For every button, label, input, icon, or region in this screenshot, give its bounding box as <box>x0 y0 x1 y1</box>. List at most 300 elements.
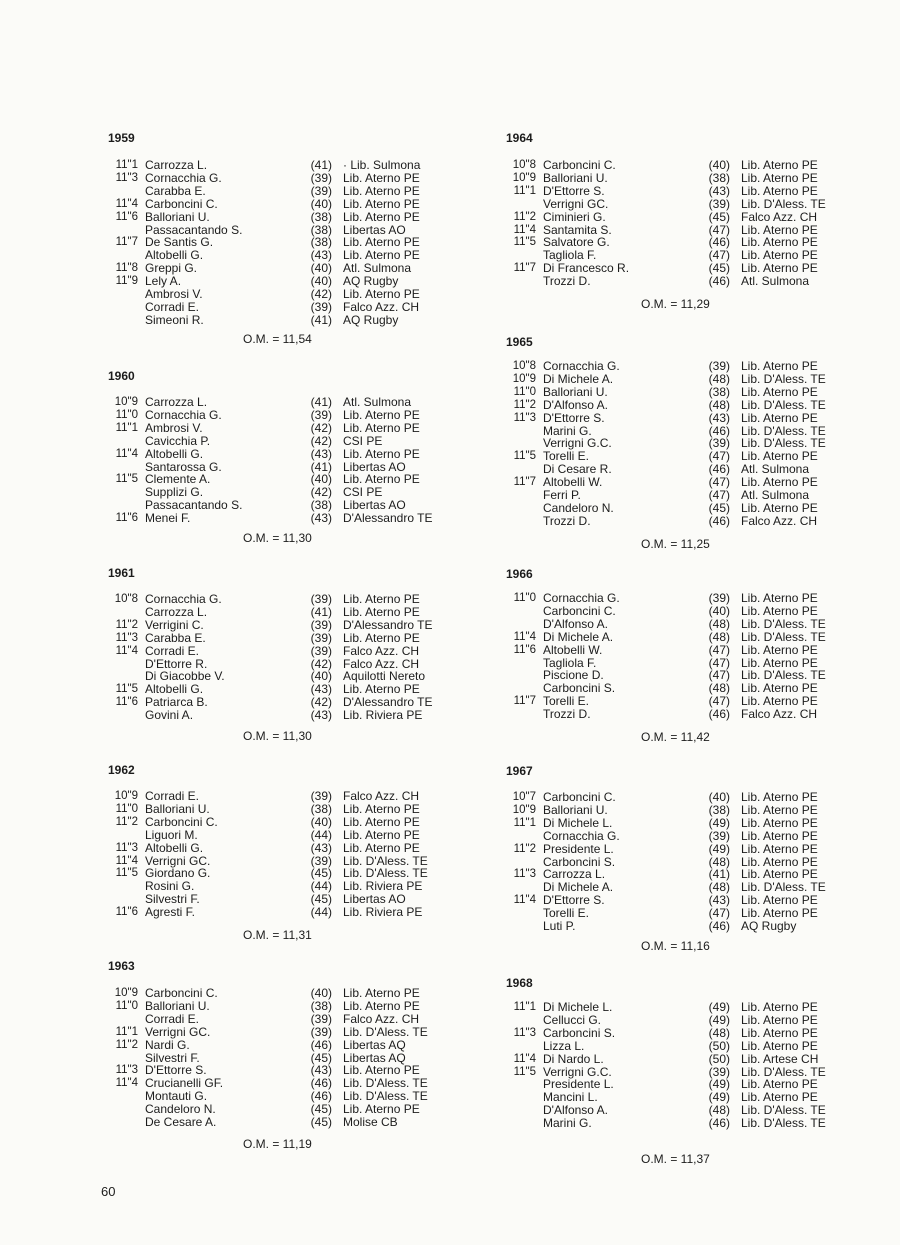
athlete-name: Patriarca B. <box>145 695 208 710</box>
club-name: Lib. Aterno PE <box>741 261 818 276</box>
birth-year: (46) <box>708 235 730 250</box>
athlete-name: Luti P. <box>543 919 576 933</box>
result-row <box>108 211 438 224</box>
club-name: Lib. Aterno PE <box>741 828 818 843</box>
birth-year: (39) <box>310 617 332 632</box>
birth-year: (40) <box>310 274 332 289</box>
birth-year: (43) <box>310 446 332 461</box>
athlete-name: Altobelli G. <box>145 682 204 697</box>
time-cell: 11"3 <box>513 868 536 881</box>
result-row <box>108 606 438 619</box>
club-name: Lib. Aterno PE <box>741 1090 818 1105</box>
athlete-name: Silvestri F. <box>145 892 200 907</box>
time-cell: 10"9 <box>512 372 536 385</box>
birth-year: (39) <box>708 591 730 605</box>
result-row <box>108 1116 438 1129</box>
time-cell: 11"2 <box>115 815 138 828</box>
club-name: Libertas AQ <box>343 1037 406 1052</box>
birth-year: (38) <box>310 998 332 1013</box>
birth-year: (44) <box>310 905 332 920</box>
athlete-name: Cornacchia G. <box>543 828 620 843</box>
athlete-name: Ambrosi V. <box>145 287 203 301</box>
time-cell: 11"2 <box>513 398 536 411</box>
time-cell: 11"5 <box>513 450 536 463</box>
athlete-name: Silvestri F. <box>145 1050 200 1065</box>
time-cell: 11"4 <box>115 447 138 460</box>
result-row <box>506 399 836 412</box>
birth-year: (39) <box>310 643 332 658</box>
club-name: Lib. D'Aless. TE <box>343 853 428 868</box>
birth-year: (41) <box>310 395 332 409</box>
club-name: D'Alessandro TE <box>343 617 433 632</box>
athlete-name: Carboncini C. <box>145 814 218 829</box>
average-line: O.M. = 11,42 <box>641 730 710 744</box>
average-line: O.M. = 11,37 <box>641 1152 710 1166</box>
athlete-name: Torelli E. <box>543 449 590 464</box>
athlete-name: Marini G. <box>543 1116 592 1131</box>
birth-year: (41) <box>310 158 332 172</box>
birth-year: (39) <box>708 436 730 451</box>
club-name: Lib. Aterno PE <box>741 694 818 709</box>
result-row <box>506 211 836 224</box>
club-name: Lib. Aterno PE <box>741 655 818 670</box>
athlete-name: D'Alfonso A. <box>543 1103 608 1118</box>
birth-year: (43) <box>310 248 332 263</box>
athlete-name: Salvatore G. <box>543 235 610 250</box>
athlete-name: Carrozza L. <box>145 604 208 619</box>
birth-year: (48) <box>708 397 730 412</box>
athlete-name: Tagliola F. <box>543 248 597 263</box>
time-cell: 11"6 <box>115 512 138 525</box>
athlete-name: Corradi E. <box>145 299 200 314</box>
club-name: Lib. Aterno PE <box>343 209 420 224</box>
year-heading: 1964 <box>506 131 533 145</box>
club-name: Lib. Aterno PE <box>343 604 420 619</box>
club-name: Atl. Sulmona <box>343 395 412 409</box>
time-cell: 11"3 <box>513 1026 536 1039</box>
time-cell: 11"4 <box>513 630 536 643</box>
birth-year: (49) <box>708 841 730 856</box>
club-name: Lib. D'Aless. TE <box>741 1116 826 1131</box>
result-row <box>506 1014 836 1027</box>
athlete-name: Carboncini S. <box>543 854 616 869</box>
time-cell: 11"4 <box>115 1077 138 1090</box>
club-name: Lib. Aterno PE <box>741 815 818 830</box>
club-name: Lib. Aterno PE <box>741 681 818 696</box>
athlete-name: Altobelli W. <box>543 475 603 490</box>
birth-year: (43) <box>708 183 730 198</box>
birth-year: (39) <box>708 828 730 843</box>
result-row <box>506 275 836 288</box>
athlete-name: Trozzi D. <box>543 707 591 722</box>
club-name: D'Alessandro TE <box>343 695 433 710</box>
birth-year: (46) <box>310 1076 332 1091</box>
athlete-name: Corradi E. <box>145 643 200 658</box>
result-row <box>108 198 438 211</box>
club-name: Lib. Aterno PE <box>343 814 420 829</box>
athlete-name: Balloriani U. <box>543 802 608 817</box>
birth-year: (39) <box>310 853 332 868</box>
club-name: Lib. Aterno PE <box>741 893 818 908</box>
result-row <box>506 817 836 830</box>
club-name: Lib. D'Aless. TE <box>741 436 826 451</box>
result-row <box>108 172 438 185</box>
birth-year: (38) <box>708 170 730 185</box>
club-name: Lib. D'Aless. TE <box>741 629 826 644</box>
birth-year: (48) <box>708 629 730 644</box>
club-name: Lib. Aterno PE <box>741 642 818 657</box>
time-cell: 11"9 <box>115 275 138 288</box>
club-name: Lib. Aterno PE <box>741 248 818 263</box>
birth-year: (38) <box>310 235 332 250</box>
club-name: Libertas AO <box>343 498 406 513</box>
club-name: Lib. Aterno PE <box>343 1102 420 1117</box>
birth-year: (49) <box>708 815 730 830</box>
club-name: Lib. Aterno PE <box>741 790 818 804</box>
athlete-name: Cornacchia G. <box>145 407 222 422</box>
club-name: Lib. Aterno PE <box>343 986 420 1000</box>
birth-year: (48) <box>708 1025 730 1040</box>
athlete-name: Di Michele A. <box>543 629 614 644</box>
club-name: Libertas AQ <box>343 1050 406 1065</box>
athlete-name: Tagliola F. <box>543 655 597 670</box>
club-name: Lib. D'Aless. TE <box>741 397 826 412</box>
result-row <box>108 816 438 829</box>
club-name: Lib. D'Aless. TE <box>741 423 826 438</box>
time-cell: 11"4 <box>513 894 536 907</box>
time-cell: 11"6 <box>115 210 138 223</box>
athlete-name: D'Ettorre S. <box>543 183 605 198</box>
birth-year: (43) <box>310 1063 332 1078</box>
club-name: CSI PE <box>343 485 383 500</box>
club-name: Lib. Aterno PE <box>343 407 420 422</box>
time-cell: 11"4 <box>513 1052 536 1065</box>
athlete-name: Altobelli G. <box>145 840 204 855</box>
result-row <box>108 709 438 722</box>
birth-year: (48) <box>708 616 730 631</box>
athlete-name: Carboncini C. <box>543 158 616 172</box>
club-name: Lib. Aterno PE <box>741 449 818 464</box>
birth-year: (38) <box>310 498 332 513</box>
result-row <box>108 645 438 658</box>
athlete-name: Verrigni G.C. <box>543 436 612 451</box>
time-cell: 11"0 <box>513 592 536 604</box>
birth-year: (46) <box>708 1116 730 1131</box>
athlete-name: Balloriani U. <box>145 801 210 816</box>
club-name: Lib. Aterno PE <box>343 170 420 185</box>
year-heading: 1965 <box>506 335 533 349</box>
result-row <box>506 605 836 618</box>
birth-year: (47) <box>708 694 730 709</box>
time-cell: 11"2 <box>513 842 536 855</box>
time-cell: 11"4 <box>115 644 138 657</box>
club-name: Lib. Aterno PE <box>741 1025 818 1040</box>
result-row <box>506 631 836 644</box>
birth-year: (40) <box>708 603 730 618</box>
club-name: Lib. Aterno PE <box>741 235 818 250</box>
birth-year: (43) <box>310 511 332 526</box>
time-cell: 11"5 <box>513 1065 536 1078</box>
athlete-name: Altobelli G. <box>145 446 204 461</box>
result-row <box>108 448 438 461</box>
birth-year: (39) <box>310 789 332 803</box>
time-cell: 11"2 <box>513 210 536 223</box>
birth-year: (42) <box>310 420 332 435</box>
club-name: Lib. Aterno PE <box>741 906 818 921</box>
birth-year: (49) <box>708 1012 730 1027</box>
time-cell: 11"7 <box>513 262 536 275</box>
birth-year: (38) <box>708 384 730 399</box>
club-name: Lib. Aterno PE <box>343 196 420 211</box>
time-cell: 10"8 <box>114 593 138 605</box>
athlete-name: Candeloro N. <box>145 1102 216 1117</box>
time-cell: 11"2 <box>115 618 138 631</box>
average-line: O.M. = 11,19 <box>243 1137 312 1151</box>
time-cell: 10"9 <box>114 987 138 999</box>
time-cell: 11"7 <box>115 236 138 249</box>
athlete-name: Balloriani U. <box>145 209 210 224</box>
athlete-name: Piscione D. <box>543 668 604 683</box>
club-name: D'Alessandro TE <box>343 511 433 526</box>
club-name: Falco Azz. CH <box>741 209 818 224</box>
time-cell: 10"8 <box>512 159 536 171</box>
birth-year: (49) <box>708 1000 730 1014</box>
time-cell: 11"5 <box>513 236 536 249</box>
birth-year: (47) <box>708 655 730 670</box>
birth-year: (48) <box>708 854 730 869</box>
athlete-name: Carrozza L. <box>543 867 606 882</box>
athlete-name: Greppi G. <box>145 261 198 276</box>
result-row <box>506 920 836 933</box>
club-name: Lib. Aterno PE <box>741 222 818 237</box>
result-row <box>506 804 836 817</box>
year-heading: 1961 <box>108 566 135 580</box>
club-name: Lib. Aterno PE <box>343 248 420 263</box>
club-name: · Lib. Sulmona <box>343 158 421 172</box>
birth-year: (40) <box>310 669 332 684</box>
time-cell: 11"6 <box>115 906 138 919</box>
birth-year: (45) <box>310 1050 332 1065</box>
athlete-name: Passacantando S. <box>145 222 243 237</box>
birth-year: (48) <box>708 1103 730 1118</box>
birth-year: (45) <box>310 1115 332 1129</box>
athlete-name: Liguori M. <box>145 827 198 842</box>
athlete-name: Torelli E. <box>543 906 590 921</box>
athlete-name: Verrigni G.C. <box>543 1064 612 1079</box>
birth-year: (39) <box>708 1064 730 1079</box>
athlete-name: Cornacchia G. <box>543 359 620 373</box>
time-cell: 11"0 <box>115 408 138 421</box>
birth-year: (42) <box>310 656 332 671</box>
club-name: AQ Rugby <box>343 274 399 289</box>
club-name: Lib. Aterno PE <box>741 410 818 425</box>
athlete-name: Lizza L. <box>543 1038 585 1053</box>
club-name: Libertas AO <box>343 459 406 474</box>
result-row <box>108 1039 438 1052</box>
athlete-name: Santarossa G. <box>145 459 222 474</box>
birth-year: (50) <box>708 1038 730 1053</box>
birth-year: (38) <box>310 801 332 816</box>
birth-year: (40) <box>310 472 332 487</box>
birth-year: (45) <box>708 500 730 515</box>
athlete-name: Di Giacobbe V. <box>145 669 225 684</box>
athlete-name: Balloriani U. <box>145 998 210 1013</box>
club-name: Atl. Sulmona <box>343 261 412 276</box>
result-row <box>108 314 438 327</box>
athlete-name: Candeloro N. <box>543 500 614 515</box>
club-name: Lib. Aterno PE <box>741 603 818 618</box>
athlete-name: Cornacchia G. <box>145 592 222 606</box>
athlete-name: Cavicchia P. <box>145 433 211 448</box>
athlete-name: Montauti G. <box>145 1089 208 1104</box>
athlete-name: Verrigni GC. <box>145 1024 211 1039</box>
result-row <box>506 502 836 515</box>
club-name: Lib. D'Aless. TE <box>741 880 826 895</box>
result-row <box>506 1027 836 1040</box>
birth-year: (45) <box>310 892 332 907</box>
athlete-name: De Cesare A. <box>145 1115 217 1129</box>
athlete-name: Nardi G. <box>145 1037 190 1052</box>
club-name: Lib. Aterno PE <box>741 1012 818 1027</box>
athlete-name: Verrigni GC. <box>145 853 211 868</box>
club-name: Lib. D'Aless. TE <box>343 1024 428 1039</box>
athlete-name: Corradi E. <box>145 789 200 803</box>
club-name: AQ Rugby <box>741 919 797 933</box>
time-cell: 11"0 <box>115 802 138 815</box>
result-row <box>108 842 438 855</box>
club-name: Lib. D'Aless. TE <box>741 371 826 386</box>
birth-year: (42) <box>310 433 332 448</box>
time-cell: 11"5 <box>115 473 138 486</box>
athlete-name: Marini G. <box>543 423 592 438</box>
year-heading: 1967 <box>506 764 533 778</box>
club-name: Lib. Aterno PE <box>343 420 420 435</box>
time-cell: 11"3 <box>115 1064 138 1077</box>
athlete-name: Presidente L. <box>543 841 614 856</box>
birth-year: (46) <box>310 1089 332 1104</box>
time-cell: 10"8 <box>512 360 536 372</box>
birth-year: (39) <box>310 1024 332 1039</box>
result-row <box>506 618 836 631</box>
athlete-name: D'Alfonso A. <box>543 616 608 631</box>
club-name: Lib. Aterno PE <box>741 384 818 399</box>
athlete-name: Balloriani U. <box>543 384 608 399</box>
birth-year: (47) <box>708 906 730 921</box>
athlete-name: Carabba E. <box>145 183 206 198</box>
athlete-name: Altobelli G. <box>145 248 204 263</box>
club-name: Falco Azz. CH <box>741 513 818 528</box>
club-name: Lib. Aterno PE <box>343 235 420 250</box>
club-name: Lib. Aterno PE <box>741 841 818 856</box>
club-name: Lib. Aterno PE <box>343 801 420 816</box>
athlete-name: Trozzi D. <box>543 274 591 289</box>
time-cell: 11"4 <box>513 223 536 236</box>
result-row <box>108 1013 438 1026</box>
time-cell: 11"1 <box>513 1001 536 1013</box>
club-name: Lib. Aterno PE <box>741 1077 818 1092</box>
result-row <box>108 906 438 919</box>
birth-year: (38) <box>310 222 332 237</box>
athlete-name: Di Michele A. <box>543 371 614 386</box>
club-name: Lib. Aterno PE <box>343 1063 420 1078</box>
average-line: O.M. = 11,31 <box>243 928 312 942</box>
birth-year: (43) <box>708 893 730 908</box>
athlete-name: Crucianelli GF. <box>145 1076 224 1091</box>
time-cell: 11"1 <box>115 159 138 171</box>
club-name: Lib. Aterno PE <box>741 591 818 605</box>
time-cell: 10"9 <box>114 396 138 408</box>
time-cell: 11"1 <box>115 1025 138 1038</box>
birth-year: (39) <box>708 196 730 211</box>
birth-year: (46) <box>708 274 730 289</box>
result-row <box>506 644 836 657</box>
club-name: Lib. D'Aless. TE <box>343 1076 428 1091</box>
athlete-name: Passacantando S. <box>145 498 243 513</box>
birth-year: (40) <box>310 196 332 211</box>
birth-year: (39) <box>708 359 730 373</box>
club-name: Lib. D'Aless. TE <box>343 866 428 881</box>
athlete-name: Di Nardo L. <box>543 1051 604 1066</box>
athlete-name: Di Michele L. <box>543 1000 613 1014</box>
club-name: Lib. D'Aless. TE <box>343 1089 428 1104</box>
club-name: Atl. Sulmona <box>741 488 810 502</box>
birth-year: (42) <box>310 485 332 500</box>
athlete-name: D'Ettorre S. <box>543 410 605 425</box>
athlete-name: Torelli E. <box>543 694 590 709</box>
time-cell: 11"5 <box>115 867 138 880</box>
athlete-name: Presidente L. <box>543 1077 614 1092</box>
birth-year: (46) <box>708 423 730 438</box>
result-row <box>108 829 438 842</box>
athlete-name: Carboncini C. <box>145 196 218 211</box>
athlete-name: Santamita S. <box>543 222 612 237</box>
athlete-name: Carrozza L. <box>145 158 208 172</box>
club-name: Lib. Aterno PE <box>741 359 818 373</box>
athlete-name: Cornacchia G. <box>145 170 222 185</box>
club-name: Lib. Aterno PE <box>741 475 818 490</box>
result-row <box>506 185 836 198</box>
time-cell: 11"7 <box>513 695 536 708</box>
birth-year: (43) <box>310 682 332 697</box>
time-cell: 10"9 <box>512 171 536 184</box>
athlete-name: De Santis G. <box>145 235 214 250</box>
time-cell: 11"3 <box>513 411 536 424</box>
result-row <box>506 1040 836 1053</box>
year-heading: 1959 <box>108 131 135 145</box>
birth-year: (47) <box>708 248 730 263</box>
athlete-name: Ferri P. <box>543 488 581 502</box>
club-name: Lib. D'Aless. TE <box>741 616 826 631</box>
athlete-name: Carabba E. <box>145 630 206 645</box>
year-heading: 1962 <box>108 763 135 777</box>
time-cell: 11"1 <box>115 421 138 434</box>
club-name: Falco Azz. CH <box>741 707 818 722</box>
result-row <box>108 409 438 422</box>
result-row <box>506 1053 836 1066</box>
club-name: Lib. Aterno PE <box>741 802 818 817</box>
year-heading: 1960 <box>108 369 135 383</box>
birth-year: (49) <box>708 1077 730 1092</box>
athlete-name: Rosini G. <box>145 879 195 894</box>
birth-year: (45) <box>310 866 332 881</box>
athlete-name: Clemente A. <box>145 472 211 487</box>
result-row <box>108 512 438 525</box>
club-name: Lib. Aterno PE <box>741 183 818 198</box>
club-name: Lib. Aterno PE <box>343 592 420 606</box>
birth-year: (46) <box>310 1037 332 1052</box>
club-name: Lib. Aterno PE <box>741 1000 818 1014</box>
time-cell: 11"2 <box>115 1038 138 1051</box>
